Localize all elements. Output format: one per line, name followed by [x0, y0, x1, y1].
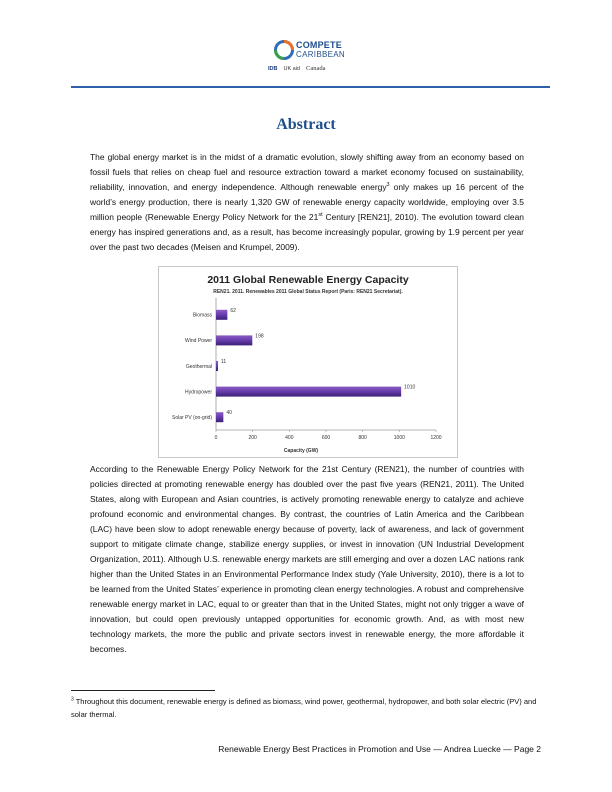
data-label: 62: [230, 307, 236, 314]
data-label: 11: [221, 359, 227, 365]
chart-frame: [159, 267, 458, 458]
footnote: [71, 696, 551, 721]
footnote-marker: 3: [71, 696, 74, 703]
footnote-text: Throughout this document, renewable energy is defined as biomass, wind power, geothermal, hydropower, and both solar electric (PV) and solar thermal.: [71, 697, 537, 719]
bar-hydropower: [216, 387, 401, 397]
para1-text-b: only makes up 16 percent of the world’s energy production, there is nearly 1,320 GW of renewable energy capacity worldwide, employing over 3.5 million people (Renewable Energy Policy Network for the 21: [90, 182, 524, 222]
footnote-divider: [71, 690, 215, 691]
ordinal-suffix: st: [318, 212, 323, 219]
bar-geothermal: [216, 361, 218, 371]
bar-biomass: [216, 310, 227, 320]
x-tick-label: 1200: [430, 435, 442, 441]
y-tick-label: Solar PV (on-grid): [171, 415, 212, 421]
x-tick-label: 800: [358, 435, 367, 441]
para1-text-a: The global energy market is in the midst of a dramatic evolution, slowly shifting away from an economy based on fossil fuels that relies on cheap fuel and resource extraction toward a market economy focused on sustainability, reliability, innovation, and energy independence. Although renewable energy: [90, 152, 524, 192]
x-tick-label: 0: [214, 435, 218, 441]
para1-text-c: Century [REN21], 2010). The evolution toward clean energy has inspired generations and, as a result, has become increasingly popular, growing by 1.9 percent per year over the past two decades (Meisen and Krumpel, 2009).: [90, 212, 524, 252]
data-label: 198: [255, 333, 264, 340]
y-tick-label: Hydropower: [185, 389, 212, 396]
logo-mark-icon: [274, 40, 294, 60]
x-tick-label: 400: [285, 435, 294, 441]
sponsor-logos: [268, 65, 326, 72]
y-tick-label: Biomass: [192, 312, 212, 319]
data-label: 40: [226, 410, 232, 417]
abstract-paragraph-1: [90, 150, 524, 255]
y-tick-label: Wind Power: [185, 338, 212, 345]
bar-wind-power: [216, 335, 252, 345]
capacity-bar-chart: [158, 266, 458, 458]
chart-title: 2011 Global Renewable Energy Capacity: [207, 274, 409, 286]
header-divider: [71, 86, 550, 88]
y-tick-label: Geothermal: [185, 363, 212, 370]
chart-subtitle: REN21. 2011. Renewables 2011 Global Status Report (Paris: REN21 Secretariat).: [213, 289, 403, 295]
bar-solar-pv-on-grid: [216, 412, 223, 422]
compete-caribbean-logo: [264, 40, 354, 78]
sponsor-ukaid: UK aid: [283, 65, 300, 72]
x-tick-label: 1000: [393, 435, 405, 441]
logo-text-bottom: CARIBBEAN: [296, 50, 345, 59]
sponsor-canada: Canada: [306, 65, 326, 72]
logo-text-top: COMPETE: [296, 40, 342, 50]
chart-canvas: [158, 266, 458, 458]
data-label: 1010: [404, 384, 416, 391]
x-tick-label: 200: [248, 435, 257, 441]
abstract-paragraph-2: According to the Renewable Energy Policy Network for the 21st Century (REN21), the number of countries with policies directed at promoting renewable energy has doubled over the past five years (REN21, 2011). The United States, along with European and Asian countries, is actively promoting renewable energy to catalyze and achieve profound economic and environmental changes. By contrast, the countries of Latin America and the Caribbean (LAC) have been slow to adopt renewable energy because of poverty, lack of awareness, and lack of government support to mitigate climate change, stabilize energy supplies, or invest in innovation (UN Industrial Development Organization, 2011). Although U.S. renewable energy markets are still emerging and over a dozen LAC nations rank higher than the United States in an Environmental Performance Index study (Yale University, 2010), there is a lot to be learned from the United States’ experience in promoting clean energy technologies. A robust and comprehensive renewable energy market in LAC, equal to or greater than that in the United States, might not only trigger a wave of innovation, but could open previously untapped opportunities for economic growth. And, as with most new technology markets, the more the public and private sectors invest in renewable energy, the more affordable it becomes.: [90, 464, 524, 654]
x-tick-label: 600: [321, 435, 331, 441]
page-title: Abstract: [276, 116, 336, 133]
chart-xlabel: Capacity (GW): [283, 448, 319, 454]
sponsor-idb: IDB: [268, 65, 278, 72]
footnote-ref: 3: [386, 182, 390, 189]
page-footer: Renewable Energy Best Practices in Promotion and Use — Andrea Luecke — Page 2: [218, 744, 541, 754]
